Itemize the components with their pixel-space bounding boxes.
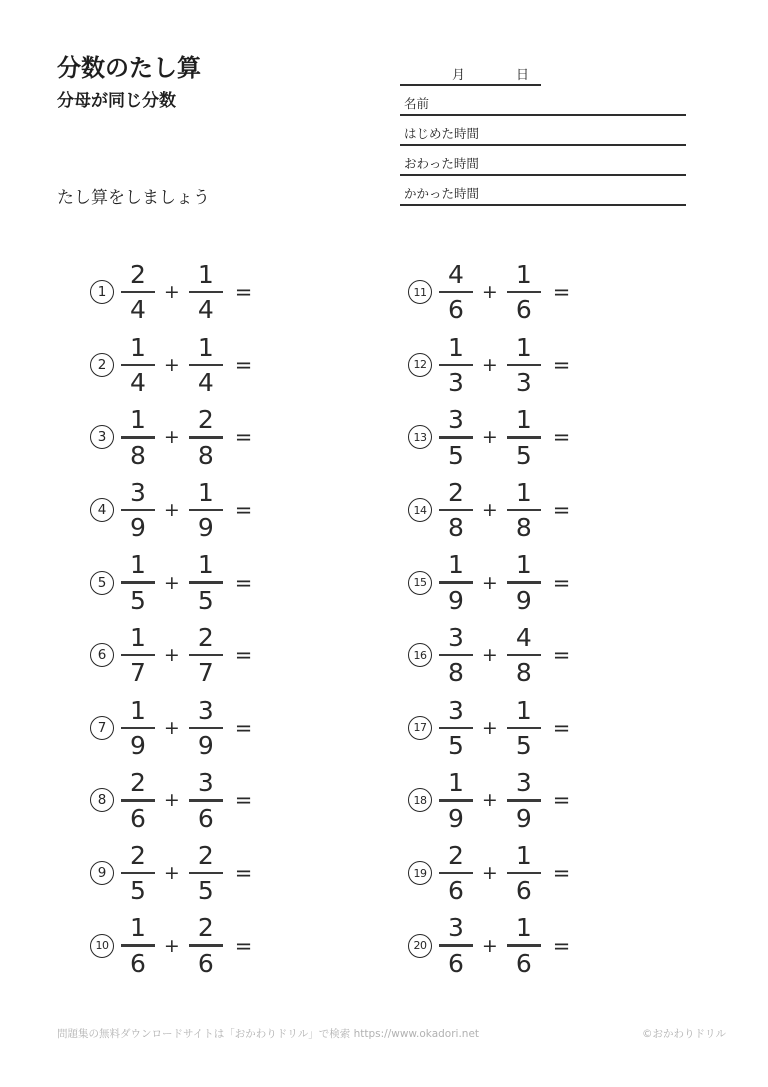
problem-row [408, 692, 570, 765]
problem-number: 8 [90, 788, 114, 812]
fraction-second [507, 260, 541, 325]
plus-sign: + [163, 934, 180, 957]
fraction-second [507, 695, 541, 761]
denominator: 7 [197, 658, 214, 688]
fraction-first [121, 332, 155, 398]
fraction-second [507, 550, 541, 615]
problem-number: 13 [408, 425, 432, 449]
equals-sign: = [552, 643, 571, 668]
numerator: 3 [448, 623, 464, 653]
denominator: 6 [197, 803, 214, 833]
fraction-first [439, 840, 473, 906]
plus-sign: + [481, 716, 498, 739]
fraction-first [121, 695, 155, 761]
problem-row [408, 619, 570, 692]
fraction-second [189, 768, 223, 833]
problem-row [408, 474, 570, 547]
numerator: 1 [448, 550, 464, 580]
denominator: 9 [130, 731, 146, 761]
fraction-first [439, 260, 473, 325]
fraction-first [439, 332, 473, 398]
problem-row [90, 619, 252, 692]
denominator: 9 [515, 585, 532, 615]
denominator: 3 [515, 368, 532, 398]
numerator: 1 [197, 260, 214, 290]
fraction-second [189, 623, 223, 688]
equals-sign: = [234, 498, 253, 523]
fraction-second [189, 260, 223, 325]
end-time-label: おわった時間 [404, 156, 479, 171]
denominator: 8 [448, 513, 464, 543]
equals-sign: = [234, 280, 253, 305]
day-label: 日 [516, 68, 530, 83]
numerator: 1 [515, 840, 532, 870]
fraction-second [507, 332, 541, 398]
problem-number: 11 [408, 280, 432, 304]
numerator: 2 [130, 768, 146, 798]
fraction-second [507, 405, 541, 470]
numerator: 1 [130, 913, 146, 943]
equals-sign: = [234, 715, 253, 740]
equals-sign: = [552, 570, 571, 595]
equals-sign: = [552, 498, 571, 523]
page-subtitle: 分母が同じ分数 [57, 91, 176, 111]
numerator: 3 [515, 768, 532, 798]
problem-number: 19 [408, 861, 432, 885]
denominator: 8 [515, 658, 532, 688]
problem-number: 9 [90, 861, 114, 885]
plus-sign: + [481, 281, 498, 304]
fraction-first [121, 840, 155, 906]
problem-row [408, 909, 570, 982]
fraction-first [439, 405, 473, 470]
problem-row [90, 401, 252, 474]
problem-row [90, 256, 252, 329]
fraction-second [507, 768, 541, 833]
fraction-second [189, 550, 223, 615]
numerator: 1 [515, 260, 532, 290]
plus-sign: + [481, 499, 498, 522]
equals-sign: = [552, 352, 571, 377]
numerator: 2 [197, 913, 214, 943]
numerator: 3 [448, 405, 464, 435]
elapsed-time-field [400, 176, 686, 206]
plus-sign: + [481, 571, 498, 594]
problem-row [408, 256, 570, 329]
instruction-text: たし算をしましょう [57, 188, 210, 208]
name-field [400, 86, 686, 116]
denominator: 3 [448, 368, 464, 398]
denominator: 5 [197, 585, 214, 615]
numerator: 2 [448, 840, 464, 870]
equals-sign: = [552, 933, 571, 958]
equals-sign: = [234, 352, 253, 377]
denominator: 4 [130, 368, 146, 398]
equals-sign: = [552, 280, 571, 305]
problem-row [408, 401, 570, 474]
problem-number: 4 [90, 498, 114, 522]
fraction-second [507, 840, 541, 906]
problem-number: 1 [90, 280, 114, 304]
denominator: 9 [448, 585, 464, 615]
plus-sign: + [163, 281, 180, 304]
fraction-first [121, 550, 155, 615]
month-label: 月 [452, 68, 466, 83]
numerator: 2 [197, 840, 214, 870]
equals-sign: = [552, 715, 571, 740]
numerator: 3 [130, 477, 146, 507]
equals-sign: = [234, 570, 253, 595]
plus-sign: + [481, 934, 498, 957]
denominator: 9 [130, 513, 146, 543]
problem-number: 7 [90, 716, 114, 740]
fraction-second [507, 477, 541, 543]
numerator: 1 [515, 913, 532, 943]
equals-sign: = [552, 788, 571, 813]
denominator: 4 [197, 295, 214, 325]
denominator: 8 [197, 440, 214, 470]
fraction-first [439, 623, 473, 688]
problem-row [90, 692, 252, 765]
numerator: 4 [448, 260, 464, 290]
problem-number: 14 [408, 498, 432, 522]
problem-number: 2 [90, 353, 114, 377]
denominator: 9 [448, 803, 464, 833]
denominator: 6 [448, 295, 464, 325]
problem-number: 5 [90, 571, 114, 595]
equals-sign: = [552, 425, 571, 450]
denominator: 6 [515, 948, 532, 978]
denominator: 6 [130, 803, 146, 833]
plus-sign: + [481, 353, 498, 376]
denominator: 6 [130, 948, 146, 978]
denominator: 7 [130, 658, 146, 688]
plus-sign: + [163, 426, 180, 449]
fraction-second [189, 913, 223, 978]
plus-sign: + [481, 644, 498, 667]
plus-sign: + [163, 499, 180, 522]
fraction-first [439, 768, 473, 833]
problem-row [90, 837, 252, 910]
end-time-field [400, 146, 686, 176]
equals-sign: = [234, 861, 253, 886]
numerator: 4 [515, 623, 532, 653]
numerator: 1 [515, 405, 532, 435]
numerator: 3 [197, 695, 214, 725]
problem-row [90, 329, 252, 402]
denominator: 5 [448, 731, 464, 761]
numerator: 1 [197, 332, 214, 362]
fraction-second [189, 332, 223, 398]
page-title: 分数のたし算 [57, 54, 201, 82]
denominator: 5 [448, 440, 464, 470]
numerator: 2 [130, 260, 146, 290]
problem-number: 20 [408, 934, 432, 958]
problem-row [90, 546, 252, 619]
numerator: 3 [197, 768, 214, 798]
numerator: 1 [130, 332, 146, 362]
plus-sign: + [163, 789, 180, 812]
equals-sign: = [234, 643, 253, 668]
problem-number: 10 [90, 934, 114, 958]
fraction-second [189, 695, 223, 761]
fraction-first [439, 477, 473, 543]
numerator: 2 [197, 623, 214, 653]
problems-column-right [408, 256, 570, 982]
denominator: 8 [515, 513, 532, 543]
problem-number: 12 [408, 353, 432, 377]
denominator: 9 [515, 803, 532, 833]
problems-column-left [90, 256, 252, 982]
denominator: 4 [130, 295, 146, 325]
fraction-first [121, 260, 155, 325]
problem-number: 18 [408, 788, 432, 812]
plus-sign: + [163, 644, 180, 667]
problem-row [90, 764, 252, 837]
plus-sign: + [163, 862, 180, 885]
numerator: 1 [515, 695, 532, 725]
plus-sign: + [481, 789, 498, 812]
denominator: 6 [515, 295, 532, 325]
denominator: 4 [197, 368, 214, 398]
fraction-first [121, 405, 155, 470]
problem-number: 15 [408, 571, 432, 595]
denominator: 5 [197, 876, 214, 906]
numerator: 2 [130, 840, 146, 870]
denominator: 8 [130, 440, 146, 470]
numerator: 3 [448, 695, 464, 725]
plus-sign: + [163, 571, 180, 594]
problem-row [90, 474, 252, 547]
equals-sign: = [234, 933, 253, 958]
fraction-first [439, 695, 473, 761]
fraction-first [121, 623, 155, 688]
footer-site-info: 問題集の無料ダウンロードサイトは「おかわりドリル」で検索 https://www.okadori.net [57, 1028, 480, 1040]
start-time-label: はじめた時間 [404, 126, 480, 141]
problem-number: 3 [90, 425, 114, 449]
denominator: 9 [197, 731, 214, 761]
start-time-field [400, 116, 686, 146]
denominator: 6 [448, 876, 464, 906]
plus-sign: + [481, 426, 498, 449]
denominator: 5 [515, 731, 532, 761]
numerator: 1 [515, 332, 532, 362]
denominator: 5 [515, 440, 532, 470]
fraction-second [189, 405, 223, 470]
problem-number: 17 [408, 716, 432, 740]
fraction-second [189, 477, 223, 543]
fraction-second [507, 913, 541, 978]
numerator: 1 [197, 477, 214, 507]
elapsed-time-label: かかった時間 [404, 186, 480, 201]
fraction-first [439, 550, 473, 615]
denominator: 9 [197, 513, 214, 543]
problem-number: 6 [90, 643, 114, 667]
fraction-second [189, 840, 223, 906]
numerator: 1 [448, 332, 464, 362]
fraction-first [439, 913, 473, 978]
problem-row [408, 764, 570, 837]
fraction-second [507, 623, 541, 688]
denominator: 6 [515, 876, 532, 906]
numerator: 2 [197, 405, 214, 435]
equals-sign: = [234, 425, 253, 450]
equals-sign: = [552, 861, 571, 886]
plus-sign: + [481, 862, 498, 885]
plus-sign: + [163, 353, 180, 376]
problem-row [408, 837, 570, 910]
problem-number: 16 [408, 643, 432, 667]
denominator: 5 [130, 876, 146, 906]
numerator: 1 [130, 623, 146, 653]
name-label: 名前 [404, 96, 430, 111]
fraction-first [121, 768, 155, 833]
page-footer [57, 1026, 726, 1041]
numerator: 2 [448, 477, 464, 507]
denominator: 5 [130, 585, 146, 615]
plus-sign: + [163, 716, 180, 739]
denominator: 6 [448, 948, 464, 978]
numerator: 1 [130, 405, 146, 435]
numerator: 3 [448, 913, 464, 943]
numerator: 1 [130, 550, 146, 580]
footer-copyright: ©おかわりドリル [642, 1028, 726, 1040]
denominator: 8 [448, 658, 464, 688]
numerator: 1 [448, 768, 464, 798]
numerator: 1 [515, 550, 532, 580]
fraction-first [121, 477, 155, 543]
numerator: 1 [515, 477, 532, 507]
problem-row [90, 909, 252, 982]
problem-row [408, 546, 570, 619]
numerator: 1 [197, 550, 214, 580]
denominator: 6 [197, 948, 214, 978]
equals-sign: = [234, 788, 253, 813]
numerator: 1 [130, 695, 146, 725]
info-form [400, 59, 686, 206]
fraction-first [121, 913, 155, 978]
date-field [400, 59, 541, 86]
problem-row [408, 329, 570, 402]
